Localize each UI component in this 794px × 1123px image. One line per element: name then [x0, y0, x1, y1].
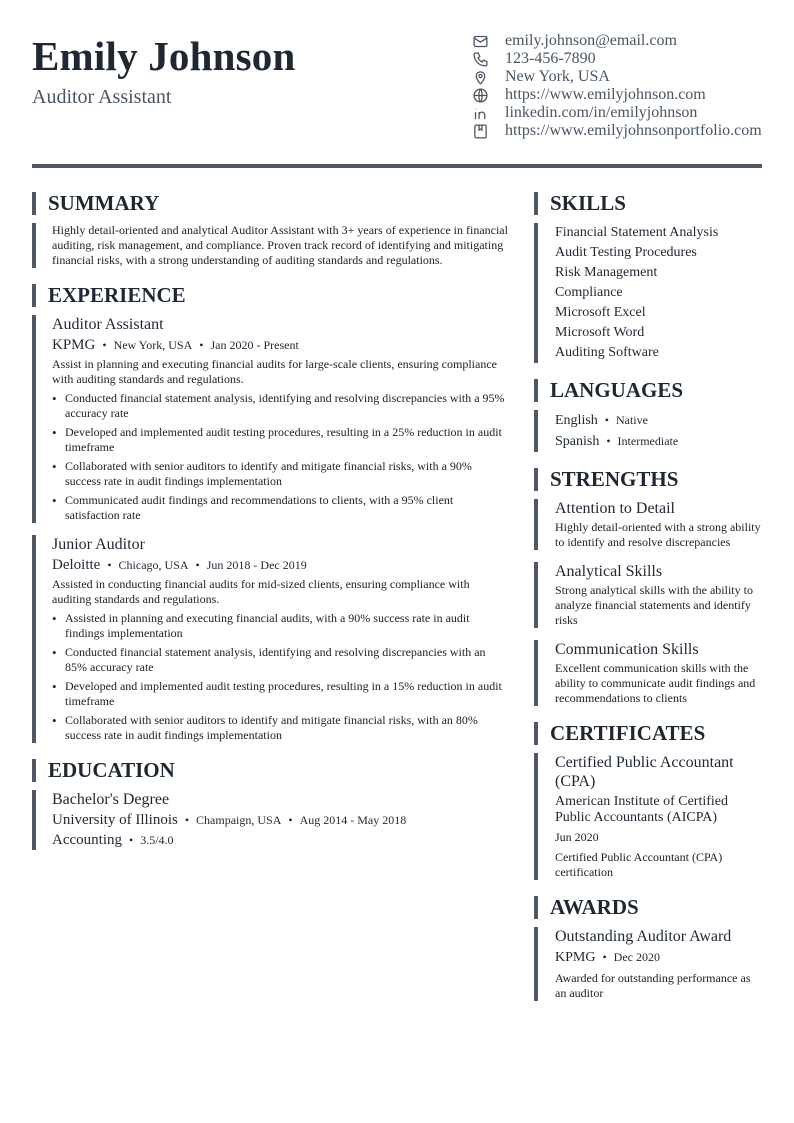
- job-description: Assisted in conducting financial audits for mid-sized clients, ensuring compliance with auditing standards and regulations.: [52, 577, 470, 606]
- strength-item: [534, 640, 762, 706]
- job-dates: Jun 2018 - Dec 2019: [206, 558, 307, 572]
- degree: Bachelor's Degree: [52, 791, 170, 808]
- candidate-role: Auditor Assistant: [32, 86, 172, 108]
- award-date: Dec 2020: [613, 950, 660, 964]
- job-company: KPMG: [52, 337, 96, 353]
- contact-email[interactable]: [472, 32, 762, 50]
- language-level: Native: [615, 413, 648, 427]
- skill-item: Audit Testing Procedures: [555, 245, 697, 260]
- gpa: 3.5/4.0: [140, 833, 174, 847]
- award-entry: [534, 927, 762, 1001]
- certificate-desc: Certified Public Accountant (CPA) certification: [555, 850, 723, 879]
- awards-heading: AWARDS: [534, 896, 762, 919]
- list-item: • Conducted financial statement analysis, identifying and resolving discrepancies with an 85% accuracy rate: [52, 645, 510, 675]
- education-heading: EDUCATION: [32, 759, 510, 782]
- education-dates: Aug 2014 - May 2018: [299, 813, 407, 827]
- language-name: Spanish: [555, 434, 600, 449]
- mail-icon: [472, 33, 489, 50]
- portfolio-icon: [472, 123, 489, 140]
- contact-location: [472, 68, 762, 86]
- contact-portfolio[interactable]: [472, 122, 762, 140]
- list-item: • Communicated audit findings and recommendations to clients, with a 95% client satisfaction rate: [52, 493, 510, 523]
- job-description: Assist in planning and executing financial audits for large-scale clients, ensuring compliance with auditing standards and regulations.: [52, 357, 497, 386]
- certificate-entry: [534, 753, 762, 880]
- language-level: Intermediate: [617, 434, 679, 448]
- contact-website[interactable]: [472, 86, 762, 104]
- linkedin-icon: [472, 105, 489, 122]
- job-entry: [32, 535, 510, 743]
- job-company: Deloitte: [52, 557, 101, 573]
- job-entry: [32, 315, 510, 523]
- job-meta: Deloitte • Chicago, USA • Jun 2018 - Dec 2019: [52, 557, 307, 573]
- award-meta: KPMG • Dec 2020: [555, 950, 660, 965]
- job-bullets: [52, 611, 510, 743]
- skill-item: Auditing Software: [555, 345, 659, 360]
- summary-text: Highly detail-oriented and analytical Auditor Assistant with 3+ years of experience in financial auditing, risk management, and compliance. Proven track record of identifying and mitigating financial risks, with a strong understanding of auditing standards and regulations.: [52, 223, 508, 267]
- certificate-org: American Institute of Certified Public Accountants (AICPA): [555, 794, 728, 825]
- language-item: Spanish • Intermediate: [555, 434, 679, 449]
- side-column: [534, 192, 762, 1017]
- summary-block: [32, 223, 510, 268]
- field-of-study: Accounting: [52, 832, 122, 848]
- job-location: New York, USA: [113, 338, 193, 352]
- contact-phone[interactable]: [472, 50, 762, 68]
- candidate-name: Emily Johnson: [32, 33, 296, 79]
- strengths-heading: STRENGTHS: [534, 468, 762, 491]
- education-entry: [32, 790, 510, 850]
- skills-list: [534, 223, 762, 363]
- school-name: University of Illinois: [52, 812, 178, 828]
- list-item: • Assisted in planning and executing financial audits, with a 90% success rate in audit findings implementation: [52, 611, 510, 641]
- job-location: Chicago, USA: [118, 558, 189, 572]
- contact-linkedin[interactable]: [472, 104, 762, 122]
- job-title: Junior Auditor: [52, 536, 145, 553]
- list-item: • Collaborated with senior auditors to identify and mitigate financial risks, with a 90% success rate in audit findings implementation: [52, 459, 510, 489]
- contact-text: https://www.emilyjohnsonportfolio.com: [505, 122, 762, 139]
- award-org: KPMG: [555, 950, 596, 965]
- skill-item: Microsoft Excel: [555, 305, 646, 320]
- education-field-row: Accounting • 3.5/4.0: [52, 832, 174, 848]
- skill-item: Compliance: [555, 285, 623, 300]
- location-icon: [472, 69, 489, 86]
- strength-item: [534, 499, 762, 550]
- contact-text: New York, USA: [505, 68, 610, 85]
- school-location: Champaign, USA: [196, 813, 282, 827]
- education-meta: University of Illinois • Champaign, USA • Aug 2014 - May 2018: [52, 812, 407, 828]
- list-item: • Developed and implemented audit testing procedures, resulting in a 15% reduction in audit timeframe: [52, 679, 510, 709]
- list-item: • Developed and implemented audit testing procedures, resulting in a 25% reduction in audit timeframe: [52, 425, 510, 455]
- skill-item: Risk Management: [555, 265, 658, 280]
- list-item: • Collaborated with senior auditors to identify and mitigate financial risks, with an 80% success rate in audit findings implementation: [52, 713, 510, 743]
- summary-heading: SUMMARY: [32, 192, 510, 215]
- skills-heading: SKILLS: [534, 192, 762, 215]
- contact-text: emily.johnson@email.com: [505, 32, 677, 49]
- strength-title: Attention to Detail: [555, 500, 675, 517]
- certificate-date: Jun 2020: [555, 830, 599, 844]
- strength-item: [534, 562, 762, 628]
- languages-heading: LANGUAGES: [534, 379, 762, 402]
- experience-heading: EXPERIENCE: [32, 284, 510, 307]
- language-name: English: [555, 413, 598, 428]
- certificate-name: Certified Public Accountant (CPA): [555, 754, 734, 790]
- strength-title: Communication Skills: [555, 641, 699, 658]
- award-name: Outstanding Auditor Award: [555, 928, 732, 945]
- certificates-heading: CERTIFICATES: [534, 722, 762, 745]
- contact-text: https://www.emilyjohnson.com: [505, 86, 706, 103]
- globe-icon: [472, 87, 489, 104]
- job-title: Auditor Assistant: [52, 316, 164, 333]
- strength-desc: Strong analytical skills with the ability to analyze financial statements and identify risks: [555, 583, 753, 627]
- job-meta: KPMG • New York, USA • Jan 2020 - Present: [52, 337, 299, 353]
- resume-header: [32, 30, 762, 140]
- contact-text: linkedin.com/in/emilyjohnson: [505, 104, 698, 121]
- skill-item: Financial Statement Analysis: [555, 225, 719, 240]
- header-divider: [32, 164, 762, 168]
- award-desc: Awarded for outstanding performance as an auditor: [555, 971, 751, 1000]
- contact-list: [472, 32, 762, 140]
- phone-icon: [472, 51, 489, 68]
- job-bullets: [52, 391, 510, 523]
- contact-text: 123-456-7890: [505, 50, 596, 67]
- job-dates: Jan 2020 - Present: [210, 338, 299, 352]
- language-item: English • Native: [555, 413, 648, 428]
- strength-desc: Highly detail-oriented with a strong ability to identify and resolve discrepancies: [555, 520, 761, 549]
- languages-list: [534, 410, 762, 452]
- skill-item: Microsoft Word: [555, 325, 645, 340]
- list-item: • Conducted financial statement analysis, identifying and resolving discrepancies with a 95% accuracy rate: [52, 391, 510, 421]
- strength-desc: Excellent communication skills with the ability to communicate audit findings and recommendations to clients: [555, 661, 756, 705]
- strength-title: Analytical Skills: [555, 563, 663, 580]
- main-column: [32, 192, 510, 866]
